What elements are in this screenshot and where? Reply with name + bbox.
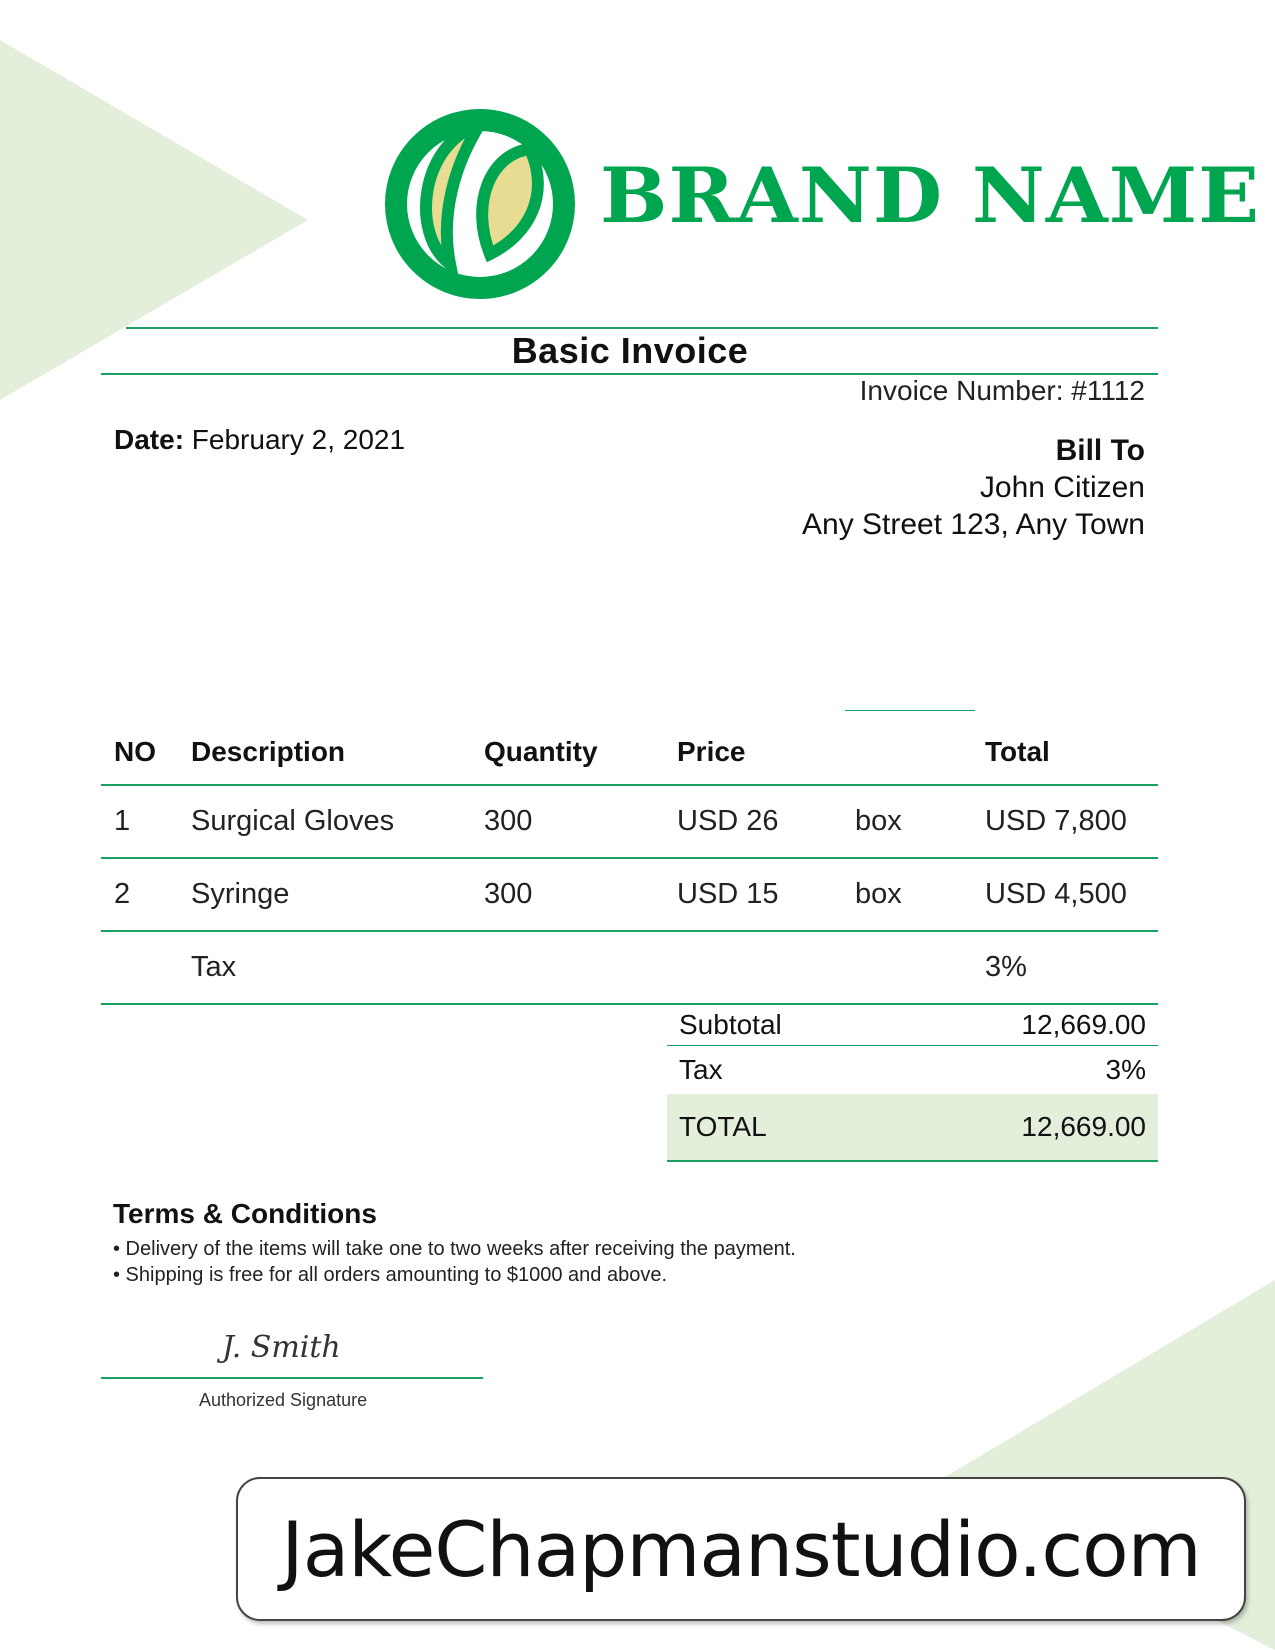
table-row	[101, 858, 1158, 931]
cell-quantity	[471, 931, 664, 1004]
subtotal-row	[667, 1005, 1158, 1046]
bill-to-name: John Citizen	[979, 471, 1145, 504]
subtotal-label: Subtotal	[679, 1009, 782, 1040]
terms-item: • Shipping is free for all orders amounting to $1000 and above.	[113, 1264, 668, 1286]
cell-quantity: 300	[471, 785, 664, 858]
cell-no: 2	[101, 858, 178, 931]
cell-total: USD 4,500	[972, 858, 1158, 931]
signature-line	[101, 1377, 483, 1379]
cell-total: 3%	[972, 931, 1158, 1004]
bill-to-block	[802, 432, 1145, 543]
invoice-date	[114, 424, 405, 456]
date-value: February 2, 2021	[191, 424, 406, 455]
invoice-number: Invoice Number: #1112	[859, 375, 1145, 406]
total-label: TOTAL	[679, 1111, 767, 1142]
subtotal-value: 12,669.00	[1021, 1009, 1146, 1040]
invoice-title: Basic Invoice	[511, 330, 749, 371]
title-top-rule	[126, 327, 1158, 329]
cell-price	[664, 931, 842, 1004]
watermark-text: JakeChapmanstudio.com	[281, 1504, 1201, 1594]
tax-row	[667, 1046, 1158, 1094]
price-header-accent-rule	[845, 710, 975, 711]
cell-no	[101, 931, 178, 1004]
cell-price: USD 26	[664, 785, 842, 858]
totals-block	[667, 1005, 1158, 1162]
bill-to-address: Any Street 123, Any Town	[802, 508, 1145, 541]
header-description: Description	[178, 720, 471, 785]
header-quantity: Quantity	[471, 720, 664, 785]
total-row	[667, 1094, 1158, 1162]
total-value: 12,669.00	[1021, 1111, 1146, 1142]
cell-unit	[842, 931, 972, 1004]
cell-unit: box	[842, 858, 972, 931]
terms-heading: Terms & Conditions	[113, 1198, 377, 1229]
watermark-banner	[236, 1477, 1246, 1621]
tax-value: 3%	[1105, 1054, 1146, 1085]
signature-label: Authorized Signature	[199, 1390, 368, 1410]
bill-to-heading: Bill To	[1055, 434, 1145, 467]
cell-description: Syringe	[178, 858, 471, 931]
brand-name: BRAND NAME	[600, 151, 1261, 240]
items-table-header	[101, 720, 1158, 785]
date-label: Date:	[114, 424, 185, 455]
signature-script: J. Smith	[222, 1330, 341, 1365]
header-total: Total	[972, 720, 1158, 785]
header-unit	[842, 720, 972, 785]
tax-label: Tax	[679, 1054, 723, 1085]
table-row	[101, 931, 1158, 1004]
terms-item: • Delivery of the items will take one to two weeks after receiving the payment.	[113, 1238, 796, 1260]
header-price: Price	[664, 720, 842, 785]
cell-no: 1	[101, 785, 178, 858]
cell-quantity: 300	[471, 858, 664, 931]
header-no: NO	[101, 720, 178, 785]
table-row	[101, 785, 1158, 858]
cell-price: USD 15	[664, 858, 842, 931]
cell-description: Surgical Gloves	[178, 785, 471, 858]
terms-section	[113, 1198, 796, 1288]
cell-description: Tax	[178, 931, 471, 1004]
leaf-circle-icon	[380, 104, 580, 304]
items-table	[101, 720, 1158, 1005]
cell-unit: box	[842, 785, 972, 858]
cell-total: USD 7,800	[972, 785, 1158, 858]
